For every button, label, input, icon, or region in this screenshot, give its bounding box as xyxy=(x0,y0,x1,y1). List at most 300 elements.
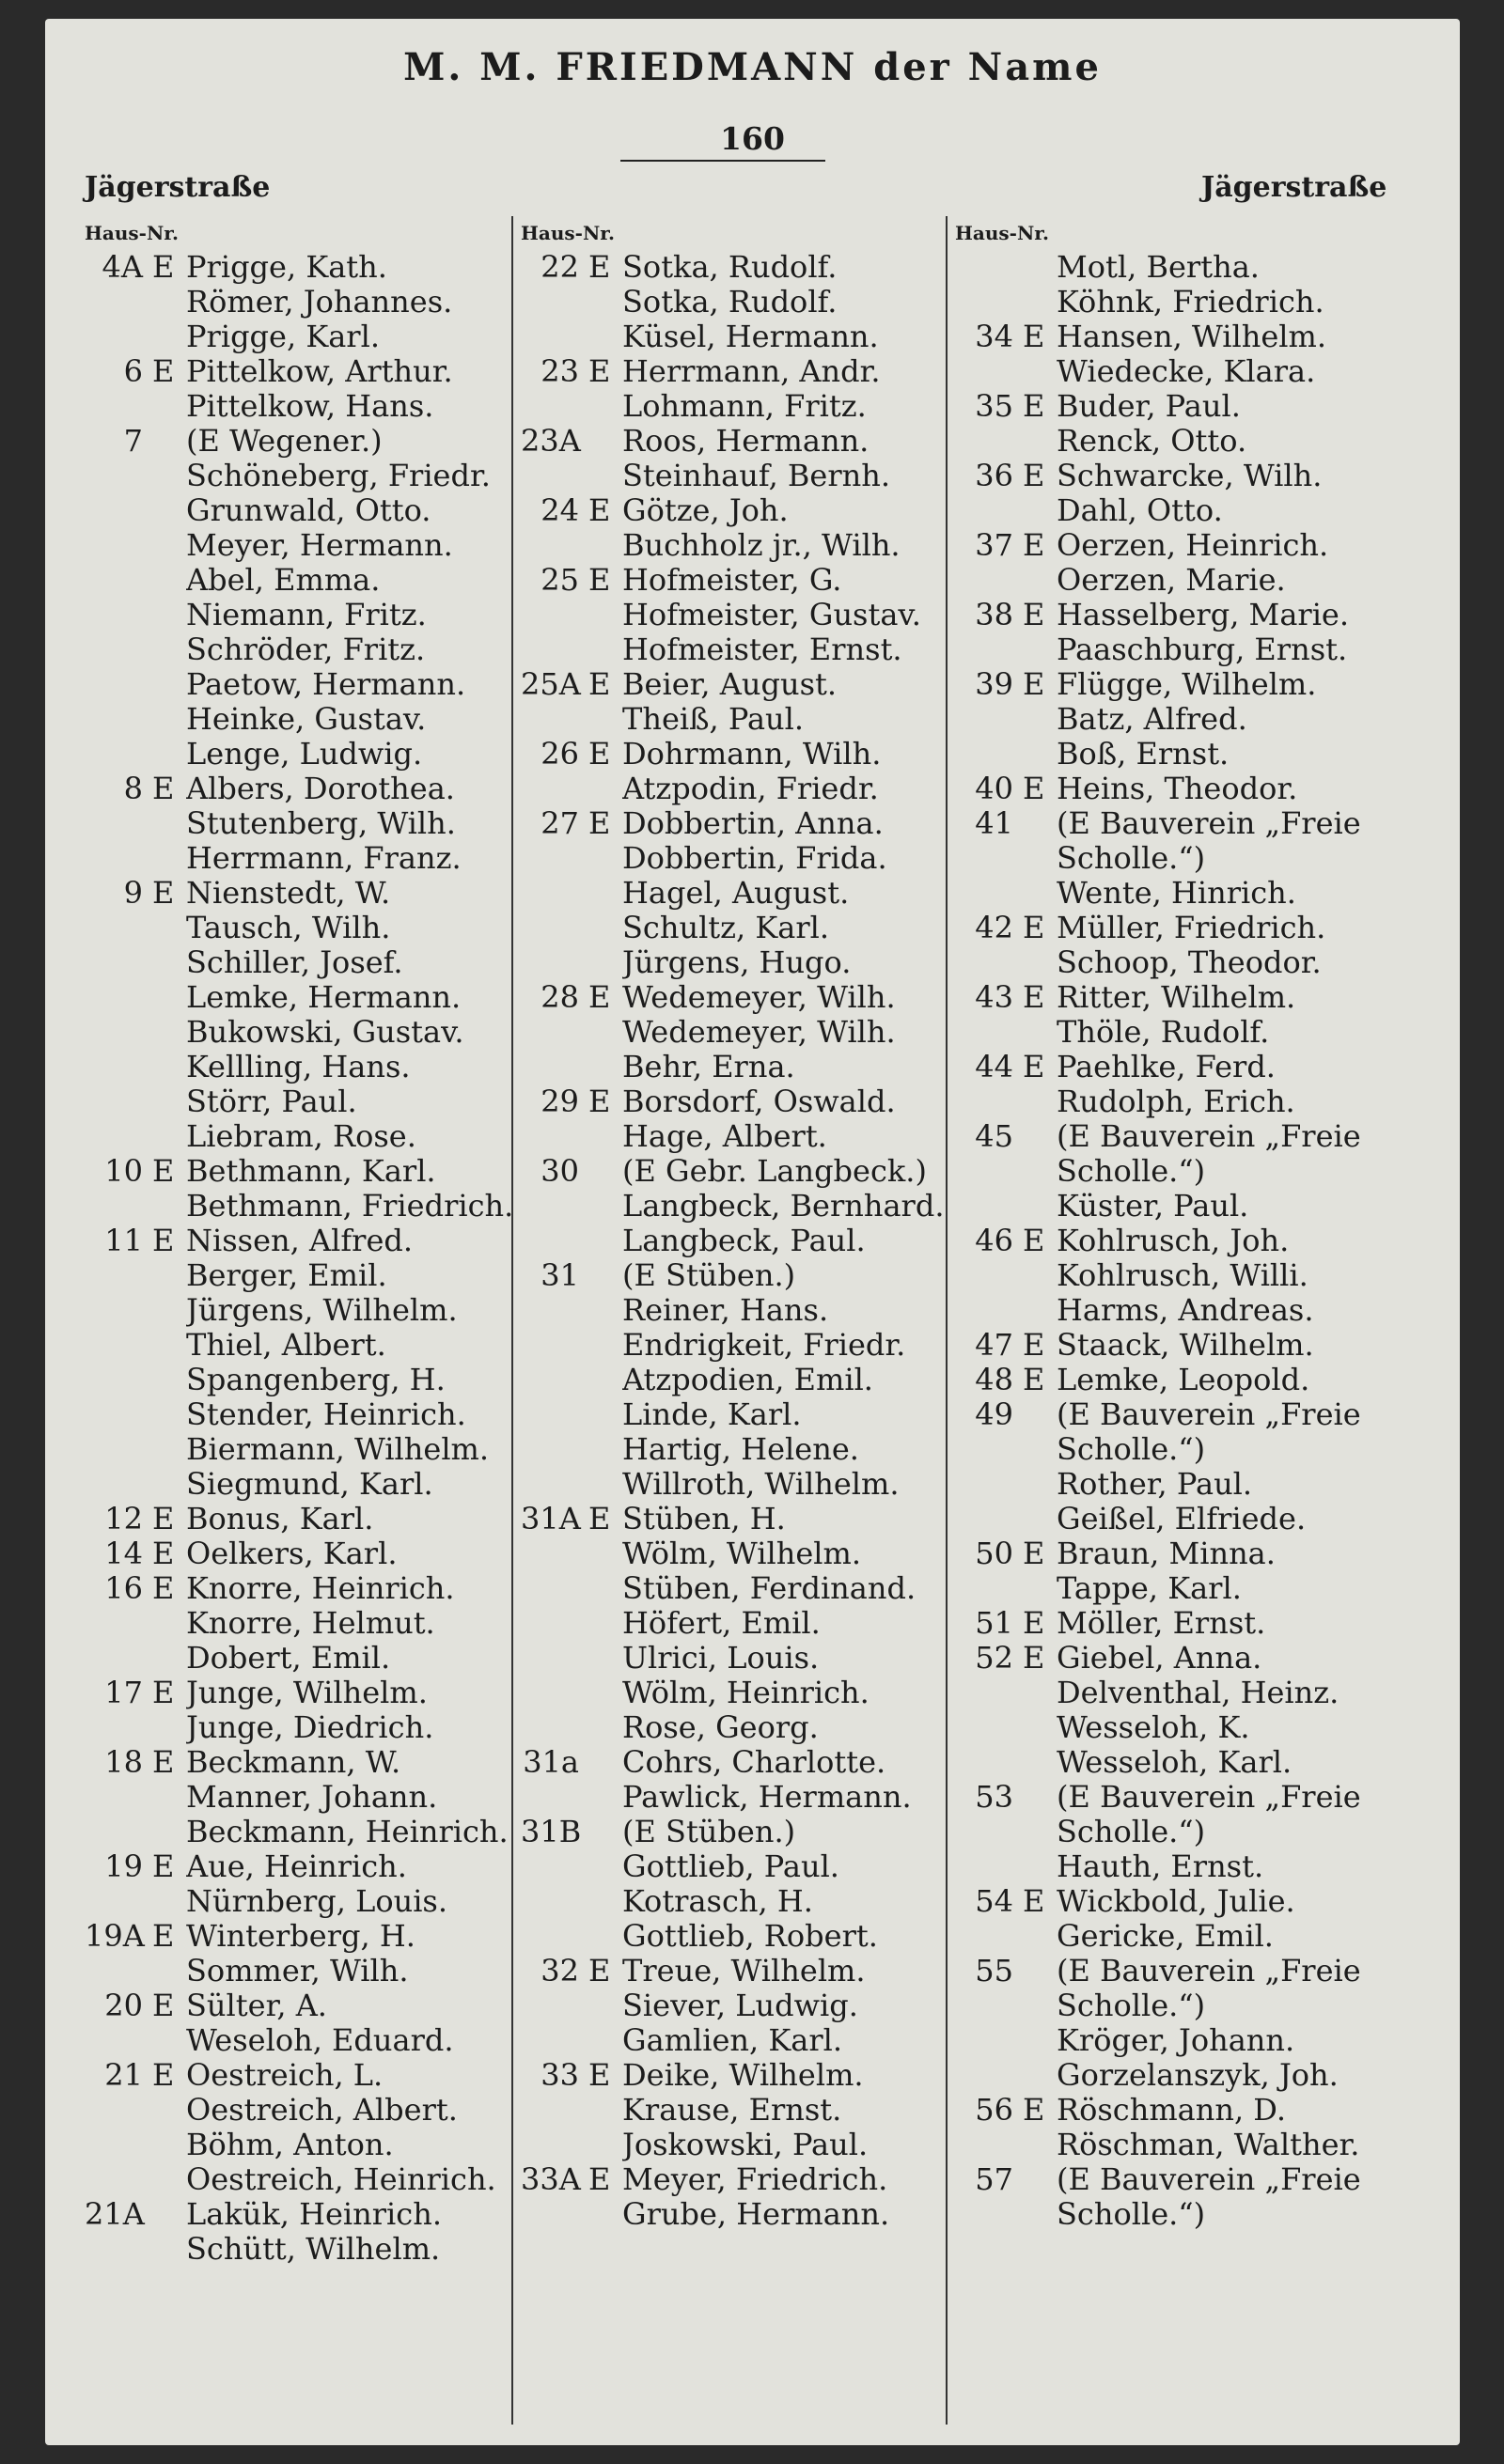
house-number: 21A xyxy=(85,2196,145,2232)
directory-entry xyxy=(85,772,526,806)
owner-marker: E xyxy=(152,1848,175,1884)
house-number xyxy=(955,493,1023,528)
house-number xyxy=(85,1189,152,1224)
owner-marker: E xyxy=(1023,1605,1045,1641)
directory-entry xyxy=(85,528,526,563)
house-number xyxy=(521,841,588,876)
owner-marker: E xyxy=(1023,527,1045,563)
owner-marker xyxy=(588,1780,622,1815)
house-number xyxy=(85,945,152,980)
owner-marker xyxy=(588,1676,622,1710)
house-number xyxy=(955,737,1023,772)
resident-name: Dobbertin, Frida. xyxy=(622,841,887,876)
house-number xyxy=(85,2162,152,2197)
owner-marker xyxy=(1023,702,1057,737)
resident-name: Deike, Wilhelm. xyxy=(622,2058,864,2093)
resident-name: Motl, Bertha. xyxy=(1057,250,1260,285)
resident-name: Röschman, Walther. xyxy=(1057,2128,1360,2162)
owner-marker xyxy=(1023,876,1057,911)
resident-name: Geißel, Elfriede. xyxy=(1057,1502,1307,1536)
directory-entry xyxy=(955,945,1434,980)
owner-marker xyxy=(152,459,186,493)
directory-entry xyxy=(521,354,963,389)
resident-name: Kröger, Johann. xyxy=(1057,2023,1295,2058)
resident-name: Atzpodin, Friedr. xyxy=(622,772,879,806)
house-number: 25A xyxy=(521,666,581,702)
resident-name: Wedemeyer, Wilh. xyxy=(622,980,896,1015)
directory-entry xyxy=(521,1988,963,2023)
house-number xyxy=(955,1015,1023,1050)
house-number xyxy=(85,737,152,772)
resident-name: Wickbold, Julie. xyxy=(1057,1884,1295,1919)
directory-entry xyxy=(85,1641,526,1676)
resident-name: Jürgens, Wilhelm. xyxy=(186,1293,458,1328)
house-number xyxy=(955,1919,1023,1954)
owner-marker xyxy=(152,1641,186,1676)
house-number xyxy=(955,945,1023,980)
directory-entry xyxy=(85,1502,526,1536)
resident-name: Störr, Paul. xyxy=(186,1084,357,1119)
house-number xyxy=(521,1467,588,1502)
directory-entry xyxy=(955,1258,1434,1293)
resident-name: Siever, Ludwig. xyxy=(622,1988,858,2023)
directory-entry xyxy=(521,1050,963,1084)
directory-entry xyxy=(85,1328,526,1363)
house-number xyxy=(85,2023,152,2058)
owner-marker xyxy=(152,1084,186,1119)
owner-marker xyxy=(152,911,186,945)
house-number: 25 xyxy=(540,562,579,598)
owner-marker xyxy=(1023,806,1057,841)
directory-entry xyxy=(521,1119,963,1154)
resident-name: Stutenberg, Wilh. xyxy=(186,806,456,841)
owner-marker xyxy=(152,632,186,667)
resident-name: Knorre, Helmut. xyxy=(186,1606,435,1641)
resident-name: Hartig, Helene. xyxy=(622,1432,859,1467)
owner-marker xyxy=(588,528,622,563)
directory-entry xyxy=(521,1536,963,1571)
owner-marker xyxy=(588,2093,622,2128)
directory-entry xyxy=(955,528,1434,563)
house-number xyxy=(955,2058,1023,2093)
house-number xyxy=(85,1884,152,1919)
resident-name: Hagel, August. xyxy=(622,876,850,911)
house-number: 31a xyxy=(523,1744,579,1780)
directory-entry xyxy=(955,1189,1434,1224)
house-number: 34 xyxy=(975,319,1013,354)
house-number xyxy=(955,1710,1023,1745)
directory-entry xyxy=(521,320,963,354)
directory-entry xyxy=(521,1363,963,1397)
resident-name: Sommer, Wilh. xyxy=(186,1954,409,1988)
owner-marker: E xyxy=(1023,1883,1045,1919)
owner-marker xyxy=(1023,2162,1057,2197)
owner-marker: E xyxy=(588,353,611,389)
house-number xyxy=(521,632,588,667)
owner-marker xyxy=(1023,945,1057,980)
house-number xyxy=(521,1432,588,1467)
house-number xyxy=(85,667,152,702)
owner-marker: E xyxy=(588,492,611,528)
house-number: 40 xyxy=(975,771,1013,806)
house-number xyxy=(521,1119,588,1154)
house-number xyxy=(955,1849,1023,1884)
house-number xyxy=(521,911,588,945)
owner-marker xyxy=(588,632,622,667)
resident-name: Kohlrusch, Joh. xyxy=(1057,1224,1290,1258)
resident-name: Schwarcke, Wilh. xyxy=(1057,459,1323,493)
directory-entry xyxy=(955,2128,1434,2162)
owner-marker xyxy=(152,528,186,563)
owner-marker xyxy=(152,806,186,841)
resident-name: Schöneberg, Friedr. xyxy=(186,459,491,493)
directory-entry xyxy=(85,250,526,285)
owner-marker: E xyxy=(152,1501,175,1536)
resident-name: Gottlieb, Robert. xyxy=(622,1919,878,1954)
column-3 xyxy=(946,216,1434,2425)
directory-entry xyxy=(955,980,1434,1015)
owner-marker xyxy=(152,2128,186,2162)
directory-entry xyxy=(955,250,1434,285)
directory-entry xyxy=(521,1641,963,1676)
house-number xyxy=(955,1988,1023,2023)
directory-entry xyxy=(85,2197,526,2232)
directory-entry xyxy=(955,1988,1434,2023)
resident-name: Albers, Dorothea. xyxy=(186,772,455,806)
directory-entry xyxy=(85,1224,526,1258)
house-number: 49 xyxy=(975,1396,1013,1432)
owner-marker xyxy=(1023,1397,1057,1432)
column-1 xyxy=(85,216,526,2425)
directory-entry xyxy=(85,1050,526,1084)
owner-marker xyxy=(588,1119,622,1154)
directory-entry xyxy=(521,250,963,285)
owner-marker xyxy=(152,2162,186,2197)
owner-marker xyxy=(588,841,622,876)
directory-entry xyxy=(85,1363,526,1397)
owner-marker xyxy=(588,1745,622,1780)
resident-name: Staack, Wilhelm. xyxy=(1057,1328,1314,1363)
directory-entry xyxy=(521,806,963,841)
house-number xyxy=(521,459,588,493)
resident-name: Bethmann, Karl. xyxy=(186,1154,436,1189)
owner-marker: E xyxy=(152,771,175,806)
directory-entry xyxy=(521,1815,963,1849)
house-number xyxy=(521,1710,588,1745)
owner-marker xyxy=(588,1849,622,1884)
owner-marker xyxy=(588,1189,622,1224)
directory-entry xyxy=(955,1397,1434,1432)
house-number xyxy=(955,1745,1023,1780)
resident-name: Schiller, Josef. xyxy=(186,945,403,980)
resident-name: Rother, Paul. xyxy=(1057,1467,1253,1502)
resident-name: Dobbertin, Anna. xyxy=(622,806,884,841)
house-number xyxy=(521,389,588,424)
resident-name: Niemann, Fritz. xyxy=(186,598,427,632)
directory-entry xyxy=(85,389,526,424)
directory-entry xyxy=(85,285,526,320)
owner-marker: E xyxy=(152,1223,175,1258)
house-number xyxy=(521,2197,588,2232)
house-number xyxy=(955,2197,1023,2232)
house-number xyxy=(85,2232,152,2267)
directory-entry xyxy=(955,2197,1434,2232)
directory-entry xyxy=(85,1293,526,1328)
directory-entry xyxy=(955,841,1434,876)
house-number: 23A xyxy=(521,423,581,459)
house-number: 46 xyxy=(975,1223,1013,1258)
house-number xyxy=(521,1224,588,1258)
house-number xyxy=(85,1015,152,1050)
directory-entry xyxy=(955,806,1434,841)
directory-entry xyxy=(955,2058,1434,2093)
house-number: 19A xyxy=(85,1918,145,1954)
owner-marker xyxy=(1023,1919,1057,1954)
owner-marker xyxy=(588,320,622,354)
house-number xyxy=(955,1502,1023,1536)
owner-marker xyxy=(152,320,186,354)
owner-marker: E xyxy=(1023,2092,1045,2128)
owner-marker xyxy=(152,389,186,424)
owner-marker xyxy=(588,1015,622,1050)
owner-marker xyxy=(1023,1780,1057,1815)
owner-marker xyxy=(1023,424,1057,459)
resident-name: Rudolph, Erich. xyxy=(1057,1084,1295,1119)
directory-entry xyxy=(85,1189,526,1224)
resident-name: Pittelkow, Hans. xyxy=(186,389,434,424)
owner-marker xyxy=(152,1363,186,1397)
directory-entry xyxy=(521,772,963,806)
house-number: 18 xyxy=(104,1744,143,1780)
directory-entry xyxy=(955,1502,1434,1536)
directory-entry xyxy=(955,2093,1434,2128)
owner-marker xyxy=(1023,632,1057,667)
resident-name: Gorzelanszyk, Joh. xyxy=(1057,2058,1339,2093)
directory-entry xyxy=(85,2162,526,2197)
owner-marker: E xyxy=(1023,1536,1045,1571)
house-number xyxy=(85,1363,152,1397)
owner-marker xyxy=(588,1536,622,1571)
directory-entry xyxy=(521,2197,963,2232)
house-number xyxy=(955,1258,1023,1293)
directory-entry xyxy=(521,2023,963,2058)
owner-marker xyxy=(1023,841,1057,876)
house-number xyxy=(955,1189,1023,1224)
owner-marker xyxy=(152,1467,186,1502)
owner-marker xyxy=(1023,1154,1057,1189)
owner-marker: E xyxy=(152,1153,175,1189)
resident-name: (E Bauverein „Freie xyxy=(1057,1119,1361,1154)
house-number xyxy=(955,563,1023,598)
resident-name: Nürnberg, Louis. xyxy=(186,1884,448,1919)
owner-marker xyxy=(1023,1710,1057,1745)
resident-name: Thiel, Albert. xyxy=(186,1328,386,1363)
directory-entry xyxy=(955,1050,1434,1084)
column-heading: Haus-Nr. xyxy=(85,222,179,244)
resident-name: Röschmann, D. xyxy=(1057,2093,1286,2128)
owner-marker xyxy=(588,1571,622,1606)
owner-marker xyxy=(152,598,186,632)
directory-entry xyxy=(521,841,963,876)
resident-name: Beckmann, Heinrich. xyxy=(186,1815,509,1849)
resident-name: Steinhauf, Bernh. xyxy=(622,459,891,493)
resident-name: Meyer, Friedrich. xyxy=(622,2162,888,2197)
house-number xyxy=(521,1919,588,1954)
resident-name: Delventhal, Heinz. xyxy=(1057,1676,1340,1710)
directory-entry xyxy=(521,1745,963,1780)
house-number xyxy=(85,632,152,667)
resident-name: Hauth, Ernst. xyxy=(1057,1849,1264,1884)
resident-name: Wesseloh, K. xyxy=(1057,1710,1250,1745)
house-number xyxy=(521,945,588,980)
owner-marker xyxy=(152,1328,186,1363)
directory-entry xyxy=(85,1015,526,1050)
resident-name: Theiß, Paul. xyxy=(622,702,805,737)
resident-name: Flügge, Wilhelm. xyxy=(1057,667,1317,702)
resident-name: Heins, Theodor. xyxy=(1057,772,1298,806)
owner-marker xyxy=(588,1884,622,1919)
directory-entry xyxy=(955,1536,1434,1571)
resident-name: (E Bauverein „Freie xyxy=(1057,1954,1361,1988)
directory-entry xyxy=(955,876,1434,911)
directory-entry xyxy=(955,493,1434,528)
directory-entry xyxy=(521,876,963,911)
owner-marker: E xyxy=(152,2057,175,2093)
resident-name: Sülter, A. xyxy=(186,1988,327,2023)
house-number xyxy=(85,1606,152,1641)
resident-name: Hofmeister, Gustav. xyxy=(622,598,921,632)
house-number xyxy=(521,2093,588,2128)
page-number: 160 xyxy=(720,120,785,157)
owner-marker xyxy=(1023,1745,1057,1780)
directory-entry xyxy=(521,598,963,632)
directory-entry xyxy=(85,1606,526,1641)
owner-marker xyxy=(1023,1988,1057,2023)
owner-marker xyxy=(1023,1954,1057,1988)
resident-name: Siegmund, Karl. xyxy=(186,1467,433,1502)
owner-marker: E xyxy=(1023,388,1045,424)
resident-name: Pittelkow, Arthur. xyxy=(186,354,453,389)
house-number: 11 xyxy=(104,1223,143,1258)
house-number: 39 xyxy=(975,666,1013,702)
house-number: 22 xyxy=(540,249,579,285)
resident-name: Buder, Paul. xyxy=(1057,389,1241,424)
directory-entry xyxy=(521,2093,963,2128)
resident-name: Lakük, Heinrich. xyxy=(186,2197,442,2232)
house-number: 10 xyxy=(104,1153,143,1189)
resident-name: Dobert, Emil. xyxy=(186,1641,391,1676)
owner-marker: E xyxy=(588,805,611,841)
owner-marker xyxy=(588,598,622,632)
resident-name: Nienstedt, W. xyxy=(186,876,391,911)
directory-entry xyxy=(955,424,1434,459)
resident-name: Langbeck, Paul. xyxy=(622,1224,866,1258)
directory-entry xyxy=(955,772,1434,806)
resident-name: Scholle.“) xyxy=(1057,2197,1206,2232)
owner-marker xyxy=(588,1467,622,1502)
resident-name: Batz, Alfred. xyxy=(1057,702,1247,737)
resident-name: Willroth, Wilhelm. xyxy=(622,1467,900,1502)
owner-marker xyxy=(588,2023,622,2058)
owner-marker xyxy=(588,1919,622,1954)
owner-marker: E xyxy=(1023,458,1045,493)
house-number xyxy=(85,459,152,493)
resident-name: Hage, Albert. xyxy=(622,1119,827,1154)
directory-entry xyxy=(521,1954,963,1988)
house-number xyxy=(85,1467,152,1502)
resident-name: Joskowski, Paul. xyxy=(622,2128,869,2162)
resident-name: Ritter, Wilhelm. xyxy=(1057,980,1296,1015)
resident-name: Bethmann, Friedrich. xyxy=(186,1189,514,1224)
owner-marker xyxy=(588,459,622,493)
owner-marker: E xyxy=(588,666,611,702)
resident-name: Lenge, Ludwig. xyxy=(186,737,423,772)
resident-name: Küster, Paul. xyxy=(1057,1189,1249,1224)
owner-marker xyxy=(588,1293,622,1328)
owner-marker xyxy=(1023,354,1057,389)
directory-entry xyxy=(955,1745,1434,1780)
directory-entry xyxy=(85,2232,526,2267)
resident-name: Schütt, Wilhelm. xyxy=(186,2232,441,2267)
owner-marker xyxy=(152,980,186,1015)
owner-marker: E xyxy=(588,2161,611,2197)
resident-name: Oerzen, Heinrich. xyxy=(1057,528,1329,563)
house-number xyxy=(955,354,1023,389)
directory-entry xyxy=(955,285,1434,320)
directory-entry xyxy=(85,1432,526,1467)
directory-entry xyxy=(85,841,526,876)
owner-marker xyxy=(152,1815,186,1849)
resident-name: Paetow, Hermann. xyxy=(186,667,466,702)
directory-entry xyxy=(955,598,1434,632)
directory-entry xyxy=(521,1710,963,1745)
resident-name: Kellling, Hans. xyxy=(186,1050,411,1084)
directory-entry xyxy=(955,1084,1434,1119)
owner-marker: E xyxy=(1023,1327,1045,1363)
house-number xyxy=(955,1154,1023,1189)
house-number: 9 xyxy=(123,875,143,911)
resident-name: Wesseloh, Karl. xyxy=(1057,1745,1292,1780)
owner-marker: E xyxy=(1023,771,1045,806)
resident-name: Prigge, Karl. xyxy=(186,320,380,354)
resident-name: Sotka, Rudolf. xyxy=(622,285,838,320)
resident-name: Schröder, Fritz. xyxy=(186,632,426,667)
directory-entry xyxy=(955,2162,1434,2197)
house-number: 38 xyxy=(975,597,1013,632)
house-number xyxy=(521,1571,588,1606)
house-number xyxy=(85,1397,152,1432)
owner-marker xyxy=(152,1015,186,1050)
house-number xyxy=(521,1641,588,1676)
directory-entry xyxy=(521,1084,963,1119)
house-number: 17 xyxy=(104,1675,143,1710)
directory-entry xyxy=(521,1502,963,1536)
owner-marker xyxy=(1023,1084,1057,1119)
owner-marker xyxy=(588,285,622,320)
resident-name: Oestreich, Albert. xyxy=(186,2093,458,2128)
resident-name: Böhm, Anton. xyxy=(186,2128,394,2162)
house-number xyxy=(521,598,588,632)
house-number xyxy=(85,493,152,528)
resident-name: Braun, Minna. xyxy=(1057,1536,1276,1571)
directory-entry xyxy=(521,1676,963,1710)
resident-name: Paaschburg, Ernst. xyxy=(1057,632,1348,667)
owner-marker xyxy=(588,1606,622,1641)
directory-entry xyxy=(85,459,526,493)
owner-marker xyxy=(588,945,622,980)
resident-name: Krause, Ernst. xyxy=(622,2093,842,2128)
resident-name: Prigge, Kath. xyxy=(186,250,387,285)
